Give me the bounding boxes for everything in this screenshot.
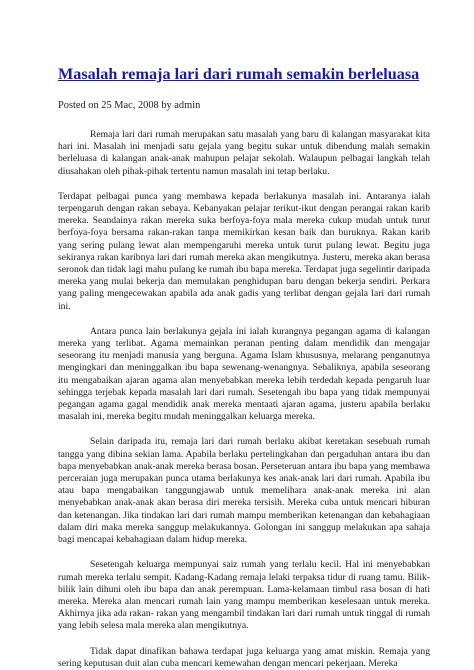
paragraph-6: Tidak dapat dinafikan bahawa terdapat juga keluarga yang amat miskin. Remaja yang sering keputusan duit alan cuba mencari kemewahan dengan mencari pekerjaan. Mereka <box>58 645 430 669</box>
paragraph-1: Remaja lari dari rumah merupakan satu masalah yang baru di kalangan masyarakat kita hari ini. Masalah ini menjadi satu gejala yang begitu sukar untuk dibendung malah semakin berleluasa di kalangan anak-anak mahupun pelajar sekolah. Walaupun pelbagai langkah telah diusahakan oleh pihak-pihak tertentu namun masalah ini tetap berlaku. <box>58 129 430 177</box>
post-meta: Posted on 25 Mac, 2008 by admin <box>58 100 201 111</box>
paragraph-5: Sesetengah keluarga mempunyai saiz rumah yang terlalu kecil. Hal ini menyebabkan rumah mereka terlalu sempit. Kadang-Kadang remaja lelaki terpaksa tidur di ruang tamu. Bilik-bilik lain dihuni oleh ibu bapa dan anak perempuan. Lama-kelamaan timbul rasa bosan di hati mereka. Mereka alan mencari rumah lain yang mampu memberikan keselesaan untuk mereka. Akhirnya jika ada rakan- rakan yang mengambil tindakan lari dari rumah untuk tinggal di rumah yang lebih selesa mala mereka alan mengikutnya. <box>58 559 430 632</box>
paragraph-3: Antara punca lain berlakunya gejala ini ialah kurangnya pegangan agama di kalangan mereka yang terlibat. Agama memainkan peranan penting dalam mendidik dan mengajar seseorang itu menjadi manusia yang berguna. Agama Islam khususnya, melarang penganutnya mengingkari dan meninggalkan ibu bapa sewenang-wenangnya. Sebaliknya, apabila seseorang itu mengabaikan ajaran agama alan menyebabkan mereka lebih terdedah kepada pengaruh luar sehingga terjebak kepada masalah lari dari rumah. Sesetengah ibu bapa yang tidak mempunyai pegangan agama gagal mendidik anak mereka mentaati ajaran agama, justeru apabila berlaku masalah ini, mereka begitu mudah meninggalkan keluarga mereka. <box>58 325 430 423</box>
article-title[interactable]: Masalah remaja lari dari rumah semakin berleluasa <box>58 65 420 83</box>
paragraph-2: Terdapat pelbagai punca yang membawa kepada berlakunya masalah ini. Antaranya ialah terpengaruh dengan rakan sebaya. Kebanyakan pelajar terikut-ikut dengan perangai rakan karib mereka. Seandainya rakan mereka suka berfoya-foya mala mereka cukup mudah untuk turut berfoya-foya bersama rakan-rakan tanpa memikirkan kesan baik dan buruknya. Rakan karib yang sering pulang lewat alan mempengaruhi mereka untuk turut pulang lewat. Begitu juga sekiranya rakan karibnya lari dari rumah mereka akan mengikutnya. Justeru, mereka akan berasa seronok dan tidak lagi mahu pulang ke rumah ibu bapa mereka. Terdapat juga segelintir daripada mereka yang mulai bekerja dan memulakan penghidupan baru dengan bekerja sendiri. Perkara yang paling mengecewakan apabila ada anak gadis yang terlibat dengan gejala lari dari rumah ini. <box>58 190 430 312</box>
article-body <box>58 129 430 670</box>
paragraph-4: Selain daripada itu, remaja lari dari rumah berlaku akibat keretakan sesebuah rumah tangga yang dibina sekian lama. Apabila berlaku pertelingkahan dan pergaduhan antara ibu dan bapa menyebabkan anak-anak mereka berasa bosan. Perseteruan antara ibu bapa yang membawa perceraian juga merupakan punca utama berlakunya kes anak-anak lari dari rumah. Apabila ibu atau bapa mengabaikan tanggungjawab untuk memelihara anak-anak mereka ini alan menyebabkan anak-anak akan berasa diri mereka tersisih. Mereka cuba untuk mencari hiburan dan ketenangan. Jika tindakan lari dari rumah mampu memberikan ketenangan dan kebahagiaan dalam diri maka mereka sanggup melakukannya. Golongan ini sanggup melakukan apa sahaja bagi mencapai kebahagiaan dalam hidup mereka. <box>58 436 430 546</box>
